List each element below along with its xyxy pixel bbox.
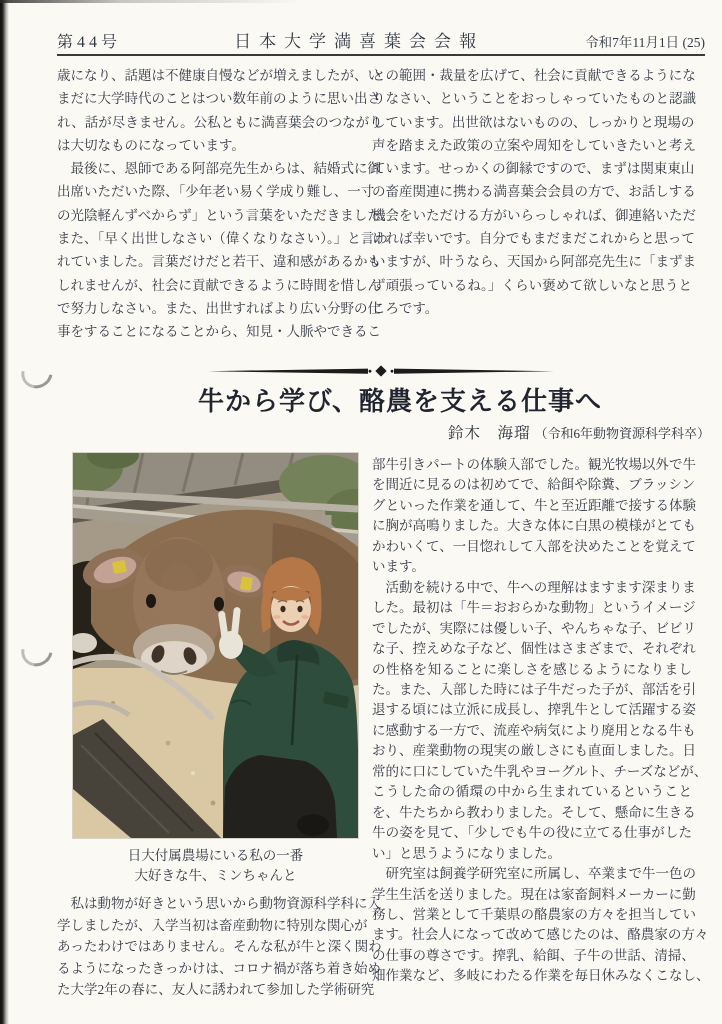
text-line: しれませんが、社会に貢献できるように時間を惜しん bbox=[57, 277, 381, 293]
author-name: 鈴木 海瑠 bbox=[448, 425, 531, 442]
text-line: 学しましたが、入学当初は畜産動物に特別な関心が bbox=[57, 917, 368, 933]
author-note: （令和6年動物資源科学科卒） bbox=[534, 426, 711, 441]
text-line: りなさい、ということをおっしゃっていたものと認識 bbox=[372, 91, 696, 107]
text-line: ています。せっかくの御縁ですので、まずは関東東山 bbox=[372, 161, 695, 177]
text-line: 機会をいただける方がいらっしゃれば、御連絡いただ bbox=[372, 207, 696, 223]
text-line: 活動を続ける中で、牛への理解はますます深まりま bbox=[372, 579, 696, 595]
text-line: 最後に、恩師である阿部亮先生からは、結婚式に御 bbox=[57, 161, 381, 177]
text-line: かわいくて、一目惚れして入部を決めたことを覚えて bbox=[372, 538, 696, 554]
text-line: の畜産関連に携わる満喜葉会会員の方で、お話しする bbox=[372, 184, 696, 200]
issue-date: 令和7年11月1日 (25) bbox=[585, 35, 705, 50]
text-line: た。また、入部した時には子牛だった子が、部活を引 bbox=[372, 681, 696, 697]
cow-and-author-illustration bbox=[73, 453, 358, 838]
text-line: した。最初は「牛＝おおらかな動物」というイメージ bbox=[372, 600, 696, 616]
text-line: 務し、営業として千葉県の酪農家の方々を担当してい bbox=[372, 906, 696, 922]
text-line: 事をすることになることから、知見・人脈やできるこ bbox=[57, 324, 381, 340]
text-line: います。 bbox=[372, 559, 425, 575]
text-line: ければ幸いです。自分でもまだまだこれからと思って bbox=[372, 231, 695, 247]
article-photo-cow-and-author bbox=[73, 453, 358, 838]
text-line: 牛の姿を見て、「少しでも牛の役に立てる仕事がした bbox=[372, 825, 692, 841]
text-line: に感動する一方で、流産や病気により廃用となる牛も bbox=[372, 722, 696, 738]
article-left-column bbox=[57, 893, 382, 1001]
scan-edge-shadow-top bbox=[0, 0, 300, 3]
text-line: ます。社会人になって改めて感じたのは、酪農家の方々 bbox=[372, 927, 709, 943]
newsletter-title: 日本大学満喜葉会会報 bbox=[234, 32, 485, 51]
header-rule bbox=[57, 54, 705, 56]
punch-hole-icon bbox=[15, 352, 58, 395]
text-line: また、「早く出世しなさい（偉くなりなさい）。」と言わ bbox=[57, 231, 388, 247]
text-line: 私は動物が好きという思いから動物資源科学科に入 bbox=[57, 896, 381, 911]
article-heading: 牛から学び、酪農を支える仕事へ bbox=[198, 387, 602, 416]
text-line: 日大付属農場にいる私の一番 bbox=[127, 848, 304, 863]
text-line: な子、控えめな子など、個性はさまざまで、それぞれ bbox=[372, 641, 696, 657]
text-line: に胸が高鳴りました。大きな体に白黒の模様がとても bbox=[372, 518, 696, 534]
text-line: いますが、叶うなら、天国から阿部亮先生に「まずま bbox=[372, 254, 696, 270]
text-line: の仕事の尊さです。搾乳、給餌、子牛の世話、清掃、 bbox=[372, 947, 695, 963]
text-line: こうした命の循環の中から生まれているということ bbox=[372, 784, 692, 800]
text-line: まだに大学時代のことはつい数年前のように思い出さ bbox=[57, 91, 381, 107]
text-line: ころです。 bbox=[372, 300, 439, 316]
text-line: おり、産業動物の現実の厳しさにも直面しました。日 bbox=[372, 743, 696, 759]
text-line: 研究室は飼養学研究室に所属し、卒業まで牛一色の bbox=[372, 866, 696, 882]
scan-edge-shadow bbox=[0, 0, 9, 1024]
text-line: 歳になり、話題は不健康自慢などが増えましたが、い bbox=[57, 68, 381, 83]
text-line: グといった作業を通して、牛と至近距離で接する体験 bbox=[372, 497, 696, 513]
text-line: い」と思うようになりました。 bbox=[372, 845, 561, 861]
text-line: るようになったきっかけは、コロナ禍が落ち着き始め bbox=[57, 960, 381, 976]
text-line: を間近に見るのは初めてで、給餌や除糞、ブラッシン bbox=[372, 477, 696, 493]
text-line: 退する頃には立派に成長し、搾乳牛として活躍する姿 bbox=[372, 702, 696, 718]
text-line: 常的に口にしていた牛乳やヨーグルト、チーズなどが、 bbox=[372, 763, 708, 779]
text-line: 大好きな牛、ミンちゃんと bbox=[134, 867, 297, 883]
text-line: 畑作業など、多岐にわたる作業を毎日休みなくこなし、 bbox=[372, 968, 710, 984]
text-line: しています。出世欲はないものの、しっかりと現場の bbox=[372, 114, 695, 130]
text-line: との範囲・裁量を広げて、社会に貢献できるようにな bbox=[372, 68, 696, 83]
punch-hole-icon bbox=[15, 630, 58, 673]
text-line: でしたが、実際には優しい子、やんちゃな子、ビビリ bbox=[372, 620, 696, 636]
issue-number: 第44号 bbox=[57, 34, 122, 51]
heading-ornament-divider bbox=[208, 364, 554, 378]
article-author bbox=[448, 421, 711, 443]
text-line: れていました。言葉だけだと若干、違和感があるかも bbox=[57, 254, 381, 270]
text-line: れ、話が尽きません。公私ともに満喜葉会のつながり bbox=[57, 114, 383, 130]
text-line: 出席いただいた際、「少年老い易く学成り難し、一寸 bbox=[57, 184, 375, 200]
text-line: を、牛たちから教わりました。そして、懸命に生きる bbox=[372, 804, 696, 820]
text-line: 学生生活を送りました。現在は家畜飼料メーカーに勤 bbox=[372, 886, 696, 902]
text-line: あったわけではありません。そんな私が牛と深く関わ bbox=[57, 939, 382, 955]
text-line: ず頑張っているね。」くらい褒めて欲しいなと思うと bbox=[372, 277, 692, 293]
text-line: の性格を知ることに楽しさを感じるようになりまし bbox=[372, 661, 692, 677]
text-line: で努力しなさい。また、出世すればより広い分野の仕 bbox=[57, 300, 381, 316]
photo-caption bbox=[73, 846, 358, 885]
page-header bbox=[57, 27, 705, 52]
top-section-right-column bbox=[372, 64, 696, 320]
text-line: た大学2年の春に、友人に誘われて参加した学術研究 bbox=[57, 982, 375, 998]
text-line: 部牛引きパートの体験入部でした。観光牧場以外で牛 bbox=[372, 457, 696, 472]
top-section-left-column bbox=[57, 64, 395, 344]
text-line: 声を踏まえた政策の立案や周知をしていきたいと考え bbox=[372, 137, 696, 153]
article-right-column bbox=[372, 455, 710, 987]
text-line: の光陰軽んずべからず」という言葉をいただきました。 bbox=[57, 207, 395, 223]
text-line: は大切なものになっています。 bbox=[57, 137, 245, 153]
